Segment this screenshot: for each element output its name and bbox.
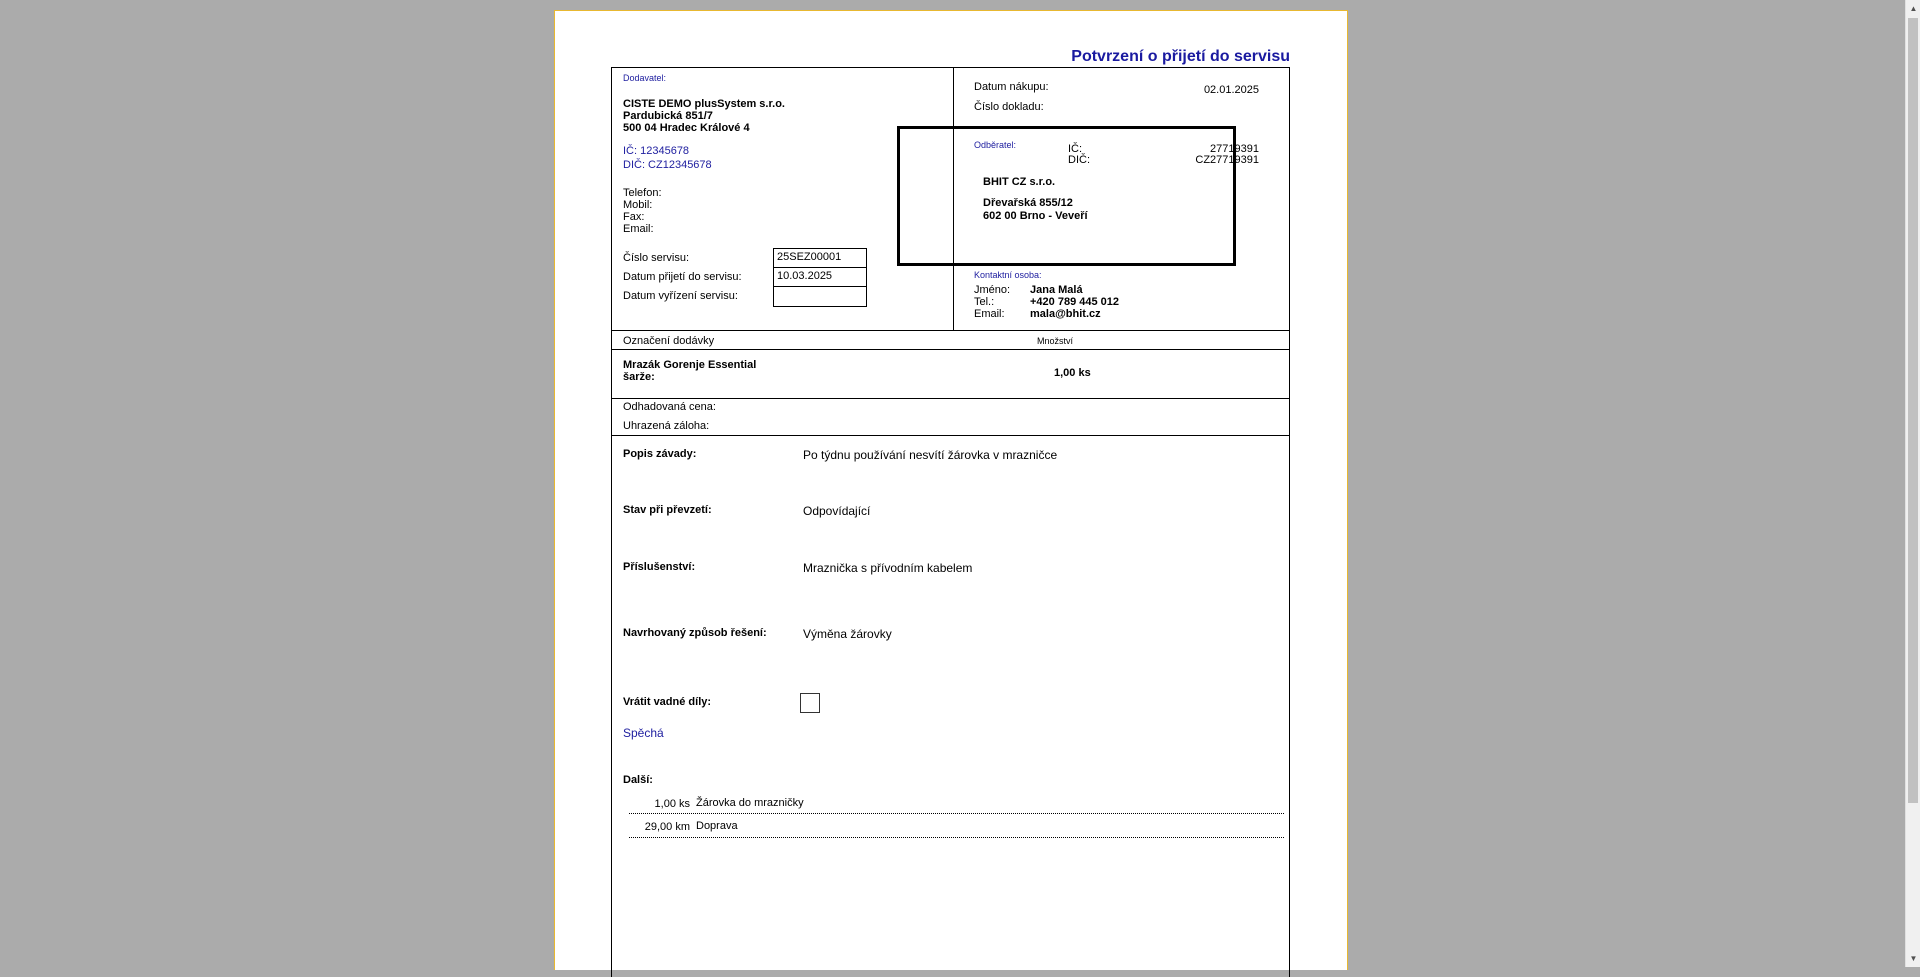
delivery-item-name: Mrazák Gorenje Essential <box>623 359 757 371</box>
defect-value: Po týdnu používání nesvítí žárovka v mrazničce <box>803 448 1058 462</box>
rule-prices-bottom <box>612 435 1289 436</box>
scroll-up-icon[interactable]: ▲ <box>1909 4 1918 13</box>
service-received-value: 10.03.2025 <box>774 268 866 287</box>
state-label: Stav při převzetí: <box>623 504 712 516</box>
purchase-date-value: 02.01.2025 <box>1203 84 1259 96</box>
supplier-mobile-label: Mobil: <box>623 199 653 211</box>
customer-name: BHIT CZ s.r.o. <box>983 176 1056 188</box>
supplier-label: Dodavatel: <box>623 73 667 83</box>
customer-street: Dřevařská 855/12 <box>983 197 1073 209</box>
solution-value: Výměna žárovky <box>803 627 892 641</box>
delivery-header-label: Označení dodávky <box>623 335 715 347</box>
customer-city: 602 00 Brno - Veveří <box>983 210 1088 222</box>
purchase-doc-label: Číslo dokladu: <box>974 101 1044 113</box>
supplier-street: Pardubická 851/7 <box>623 110 713 122</box>
price-deposit-label: Uhrazená záloha: <box>623 420 710 432</box>
service-info-table <box>773 248 867 307</box>
supplier-name: CISTE DEMO plusSystem s.r.o. <box>623 98 785 110</box>
other-item-separator <box>629 813 1284 814</box>
contact-email-value: mala@bhit.cz <box>1030 308 1101 320</box>
customer-ic-value: 27719391 <box>1210 143 1259 155</box>
price-estimate-label: Odhadovaná cena: <box>623 401 716 413</box>
other-item-qty: 29,00 km <box>644 821 690 833</box>
delivery-item-qty: 1,00 ks <box>1054 367 1091 379</box>
contact-name-value: Jana Malá <box>1030 284 1083 296</box>
other-item-qty: 1,00 ks <box>654 798 690 810</box>
other-label: Další: <box>623 774 653 786</box>
rule-delivery-bottom <box>612 398 1289 399</box>
customer-dic-value: CZ27719391 <box>1195 154 1259 166</box>
service-number-label: Číslo servisu: <box>623 252 690 264</box>
contact-label: Kontaktní osoba: <box>974 270 1042 280</box>
supplier-dic: DIČ: CZ12345678 <box>623 159 712 171</box>
document-page <box>554 10 1348 970</box>
customer-label: Odběratel: <box>974 140 1017 150</box>
supplier-ic: IČ: 12345678 <box>623 145 690 157</box>
contact-name-label: Jméno: <box>974 284 1011 296</box>
supplier-fax-label: Fax: <box>623 211 645 223</box>
supplier-phone-label: Telefon: <box>623 187 662 199</box>
purchase-date-label: Datum nákupu: <box>974 81 1049 93</box>
scrollbar-thumb[interactable] <box>1908 18 1918 803</box>
contact-tel-value: +420 789 445 012 <box>1030 296 1120 308</box>
service-received-label: Datum přijetí do servisu: <box>623 271 742 283</box>
urgent-label: Spěchá <box>623 726 664 740</box>
accessories-label: Příslušenství: <box>623 561 696 573</box>
solution-label: Navrhovaný způsob řešení: <box>623 627 767 639</box>
contact-email-label: Email: <box>974 308 1005 320</box>
vertical-scrollbar[interactable] <box>1905 0 1920 967</box>
customer-dic-label: DIČ: <box>1068 154 1090 166</box>
delivery-qty-header: Množství <box>1037 336 1074 346</box>
supplier-city: 500 04 Hradec Králové 4 <box>623 122 750 134</box>
return-parts-checkbox[interactable] <box>800 693 820 713</box>
scroll-down-icon[interactable]: ▼ <box>1909 954 1918 963</box>
rule-delivery-header <box>612 349 1289 350</box>
accessories-value: Mraznička s přívodním kabelem <box>803 561 973 575</box>
customer-ic-label: IČ: <box>1068 143 1083 155</box>
service-resolved-label: Datum vyřízení servisu: <box>623 290 738 302</box>
other-item-separator <box>629 837 1284 838</box>
supplier-email-label: Email: <box>623 223 654 235</box>
state-value: Odpovídající <box>803 504 871 518</box>
customer-box <box>897 126 1236 266</box>
contact-tel-label: Tel.: <box>974 296 995 308</box>
service-resolved-value <box>774 287 866 306</box>
defect-label: Popis závady: <box>623 448 697 460</box>
rule-delivery-top <box>612 330 1289 331</box>
other-item-name: Doprava <box>696 820 738 832</box>
delivery-item-batch: šarže: <box>623 371 655 383</box>
service-number-value: 25SEZ00001 <box>774 249 866 268</box>
other-item-name: Žárovka do mrazničky <box>696 797 804 809</box>
return-parts-label: Vrátit vadné díly: <box>623 696 712 708</box>
document-title: Potvrzení o přijetí do servisu <box>1071 48 1290 65</box>
